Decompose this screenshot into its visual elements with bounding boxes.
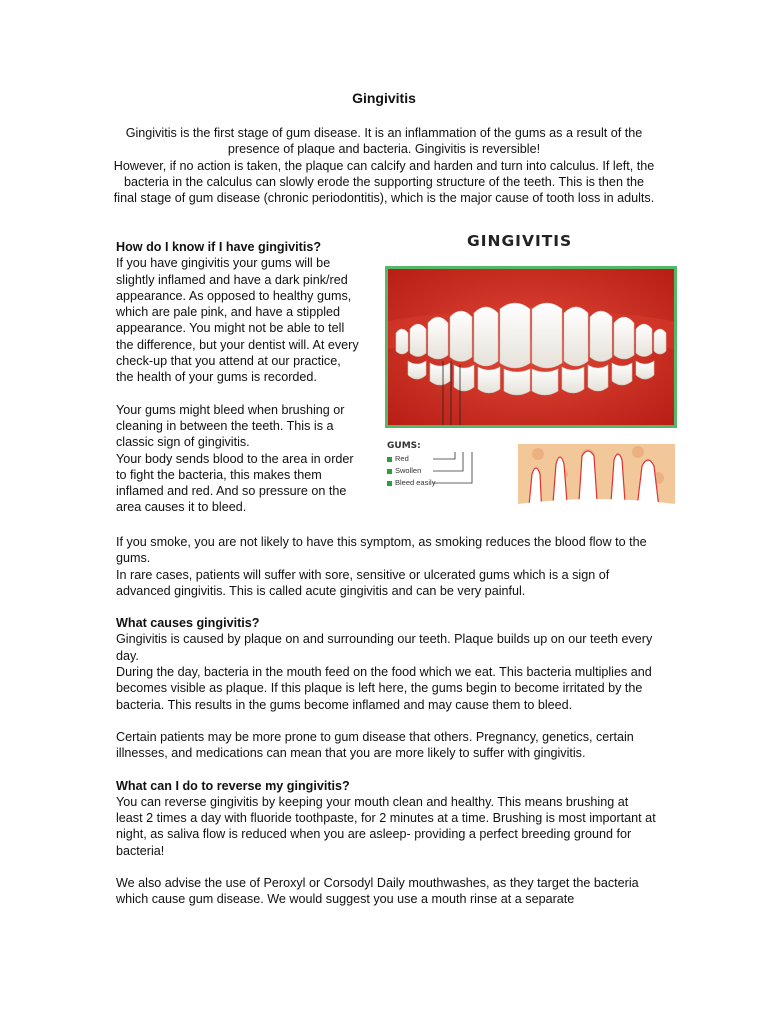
paragraph: We also advise the use of Peroxyl or Corsodyl Daily mouthwashes, as they target the bacteria which cause gum disease. We would suggest you use a mouth rinse at a separate <box>116 876 639 907</box>
section-know-gingivitis <box>116 239 360 516</box>
legend-leader-lines <box>433 452 513 492</box>
paragraph: Gingivitis is caused by plaque on and surrounding our teeth. Plaque builds up on our teeth every day. <box>116 632 653 663</box>
teeth-photo <box>385 266 677 428</box>
section-heading: How do I know if I have gingivitis? <box>116 240 322 254</box>
legend-item-red: Red <box>387 453 435 465</box>
legend-item-swollen: Swollen <box>387 465 435 477</box>
section-heading: What causes gingivitis? <box>116 616 260 631</box>
intro-paragraph <box>112 125 656 206</box>
teeth-illustration <box>388 269 674 425</box>
gums-legend <box>387 440 435 489</box>
intro-line-1: Gingivitis is the first stage of gum disease. It is an inflammation of the gums as a result of the presence of plaque and bacteria. Gingivitis is reversible! <box>125 126 643 157</box>
paragraph: Your body sends blood to the area in order to fight the bacteria, this makes them inflamed and red. And so pressure on the area causes it to bleed. <box>116 451 354 515</box>
page-title: Gingivitis <box>352 90 416 106</box>
legend-item-bleed: Bleed easily <box>387 477 435 489</box>
paragraph: If you have gingivitis your gums will be slightly inflamed and have a dark pink/red appearance. As opposed to healthy gums, which are pale pink, and have a stippled appearance. You might not be able to tell the difference, but your dentist will. At every check-up that you attend at our practice, the health of your gums is recorded. <box>116 256 359 385</box>
gum-cross-section-illustration <box>518 444 675 516</box>
paragraph: Certain patients may be more prone to gum disease that others. Pregnancy, genetics, certain illnesses, and medications can mean that you are more likely to suffer with gingivitis. <box>116 729 634 761</box>
paragraph: During the day, bacteria in the mouth feed on the food which we eat. This bacteria multiplies and becomes visible as plaque. If this plaque is left here, the gums begin to become irritated by the bacteria. This results in the gums become inflamed and may cause them to bleed. <box>116 665 652 712</box>
figure-title: GINGIVITIS <box>467 232 573 250</box>
paragraph: In rare cases, patients will suffer with sore, sensitive or ulcerated gums which is a sign of advanced gingivitis. This is called acute gingivitis and can be very painful. <box>116 567 610 598</box>
gingivitis-figure <box>385 230 677 520</box>
section-know-gingivitis-continued <box>116 534 656 908</box>
section-heading: What can I do to reverse my gingivitis? <box>116 778 350 793</box>
paragraph: If you smoke, you are not likely to have this symptom, as smoking reduces the blood flow to the gums. <box>116 535 647 566</box>
paragraph: Your gums might bleed when brushing or cleaning in between the teeth. This is a classic sign of gingivitis. <box>116 402 345 450</box>
paragraph: You can reverse gingivitis by keeping your mouth clean and healthy. This means brushing at least 2 times a day with fluoride toothpaste, for 2 minutes at a time. Brushing is most important at night, as saliva flow is reduced when you are asleep- providing a perfect breeding ground for bacteria! <box>116 794 656 858</box>
intro-line-2: However, if no action is taken, the plaque can calcify and harden and turn into calculus. If left, the bacteria in the calculus can slowly erode the supporting structure of the teeth. This is then the final stage of gum disease (chronic periodontitis), which is the major cause of tooth loss in adults. <box>113 158 655 206</box>
legend-heading: GUMS: <box>387 441 421 451</box>
